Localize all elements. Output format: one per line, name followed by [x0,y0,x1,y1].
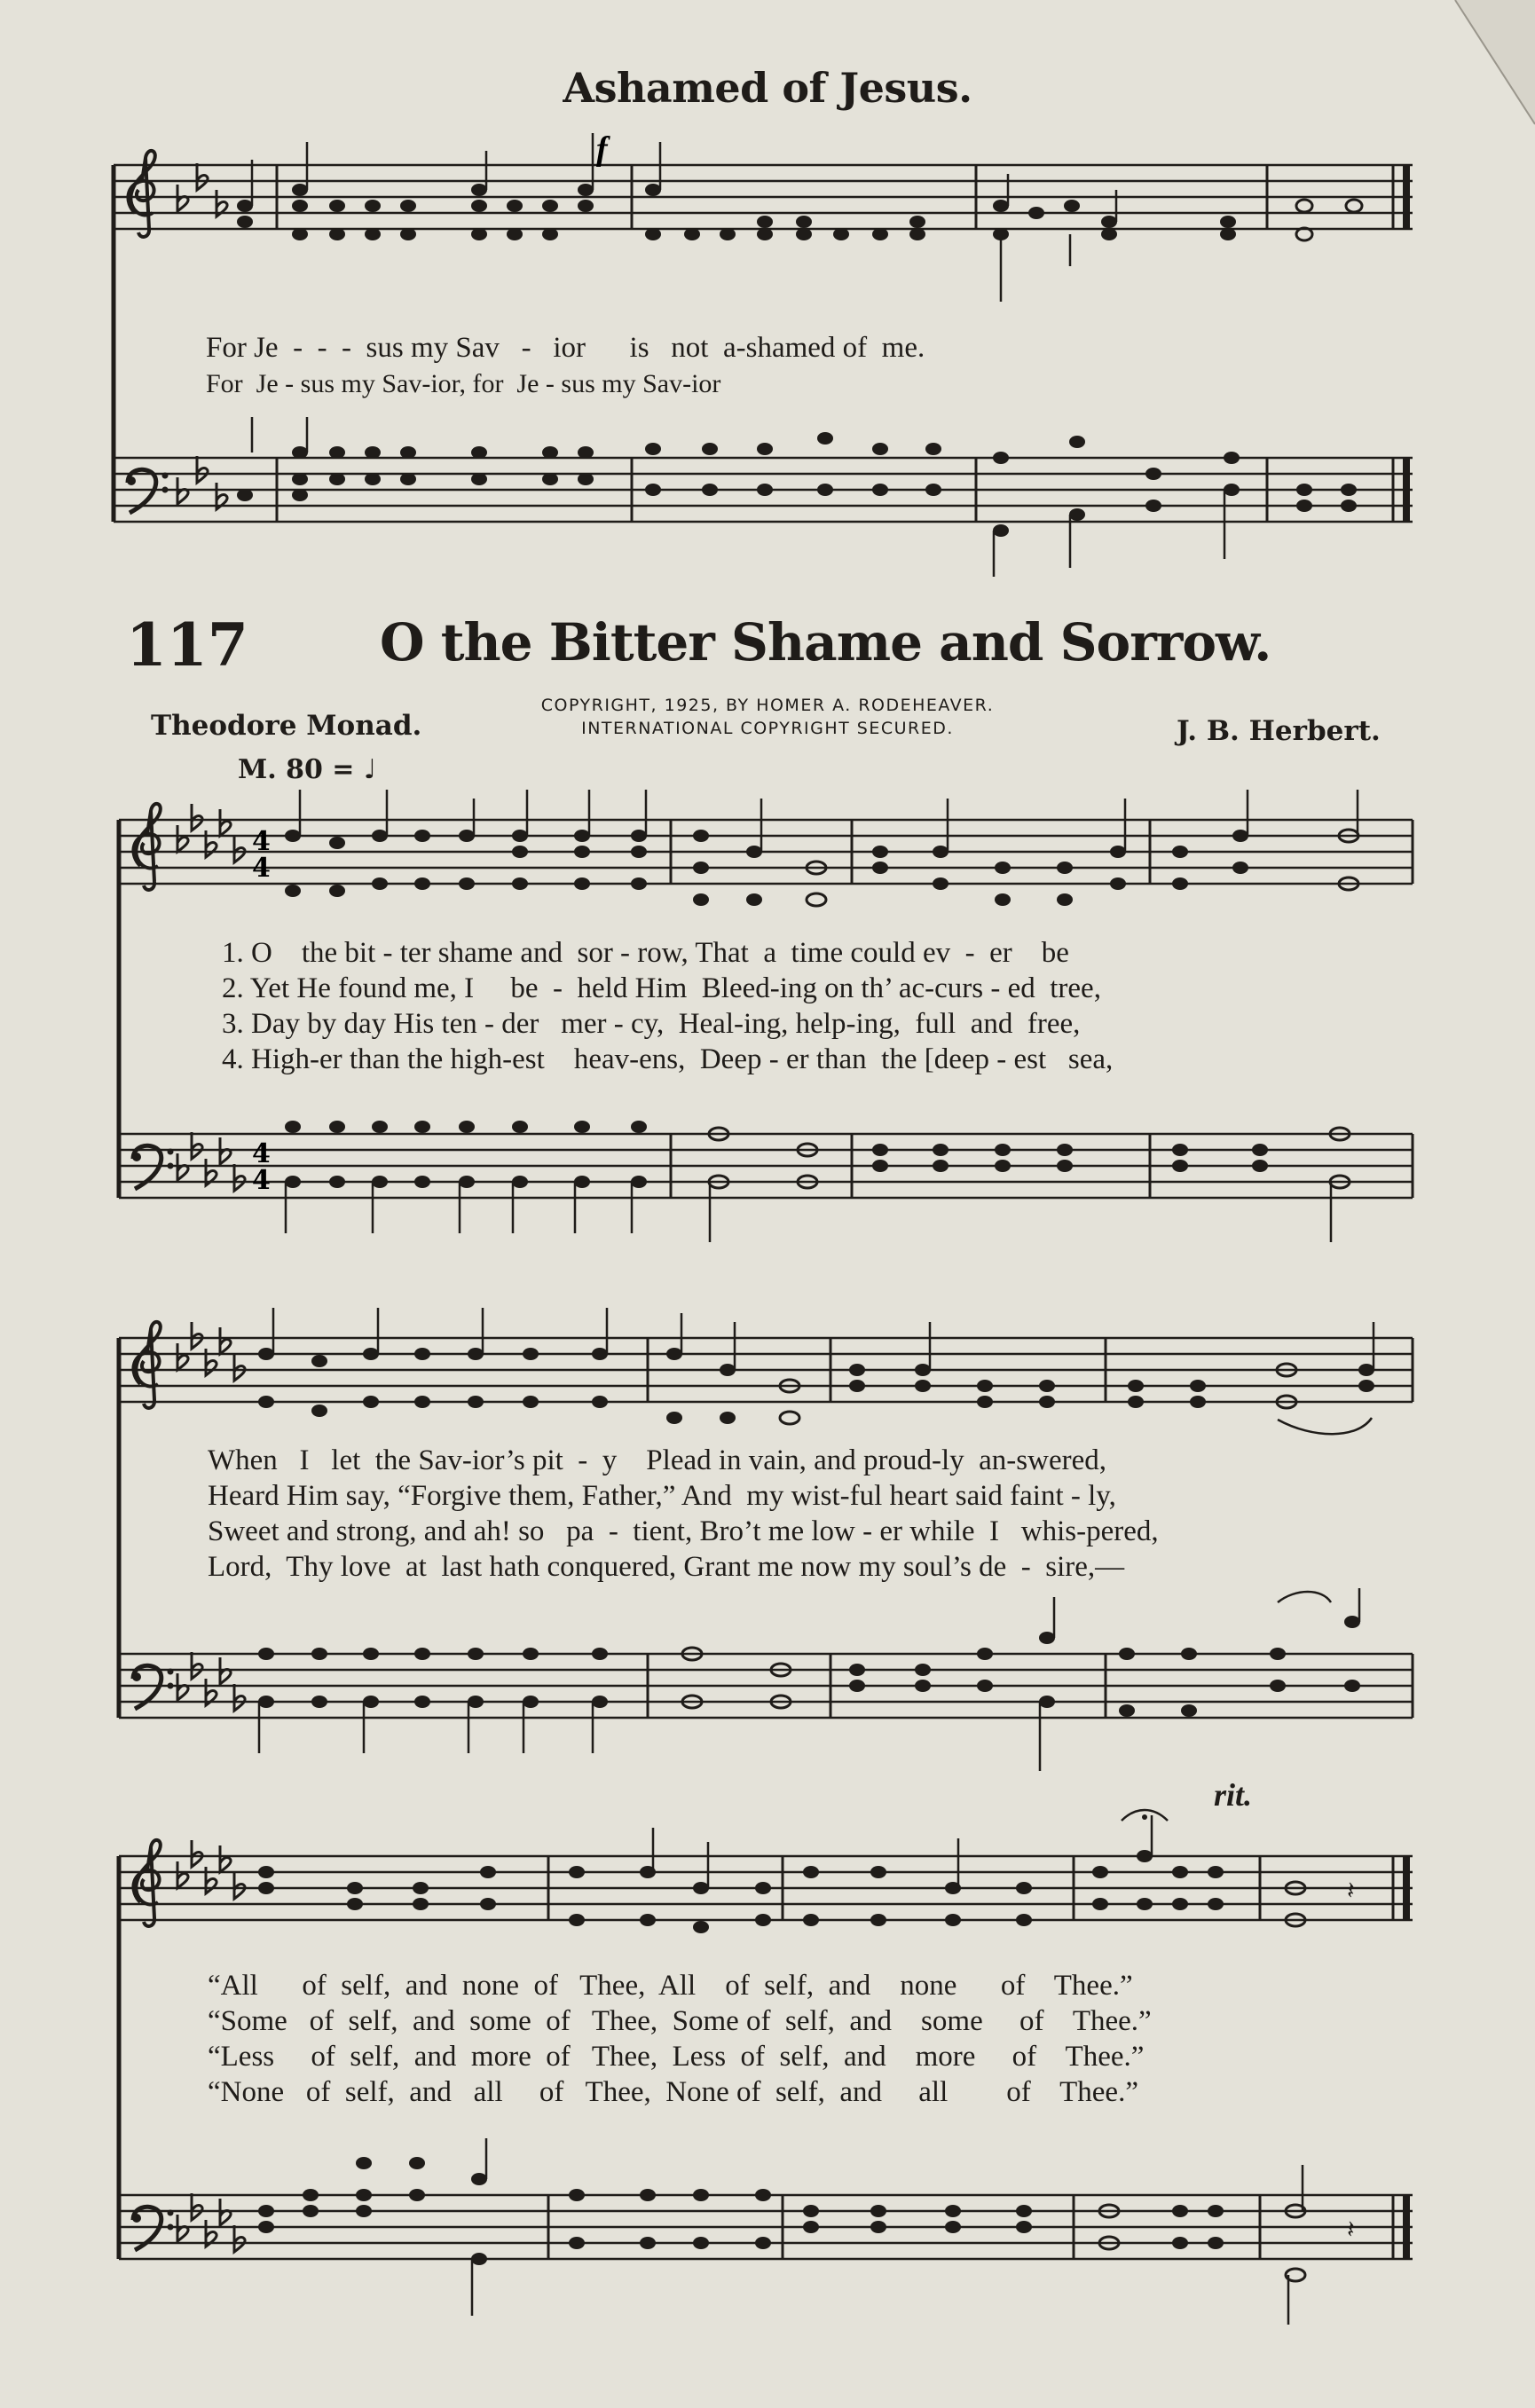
prev-lyric-line-1: For Je - - - sus my Sav - ior is not a-shamed of me. [206,332,925,364]
svg-text:4: 4 [252,853,271,884]
previous-hymn-title: Ashamed of Jesus. [563,64,972,112]
refrain-line: “Less of self, and more of Thee, Less of self, and more of Thee.” [208,2041,1145,2073]
sys1-bass-stems [286,1182,1331,1242]
svg-text:𝄽: 𝄽 [1347,2215,1355,2244]
verse-line: 4. High-er than the high-est heav-ens, Deep - er than the [deep - est sea, [222,1043,1114,1075]
composer-credit: J. B. Herbert. [1177,715,1381,747]
refrain-line: “All of self, and none of Thee, All of self, and none of Thee.” [208,1970,1133,2002]
sys3-bass-staff [119,2195,1413,2259]
sys1-treble-staff [119,820,1413,884]
sys1-bass-notes [285,1121,1350,1188]
sys2-bass-stems [259,1588,1359,1771]
copyright-line-2: INTERNATIONAL COPYRIGHT SECURED. [581,719,954,738]
author-credit: Theodore Monad. [151,710,422,742]
sys2-tie [1278,1418,1372,1434]
sys2-tie-bass [1278,1592,1331,1602]
ritardando-mark: rit. [1214,1777,1253,1813]
sys2-treble-staff [119,1338,1413,1402]
dynamic-forte: f [596,130,608,168]
verse-line: 2. Yet He found me, I be - held Him Bleed-ing on th’ ac-curs - ed tree, [222,972,1101,1004]
svg-text:4: 4 [252,1165,271,1196]
svg-text:4: 4 [252,826,271,857]
verse-line: When I let the Sav-ior’s pit - y Plead in vain, and proud-ly an-swered, [208,1444,1106,1476]
verse-line: 1. O the bit - ter shame and sor - row, That a time could ev - er be [222,937,1069,969]
svg-text:4: 4 [252,1138,271,1169]
verse-line: Heard Him say, “Forgive them, Father,” And my wist-ful heart said faint - ly, [208,1480,1116,1512]
fermata-dot [1142,1814,1147,1820]
sys3-bass-stems [472,2138,1303,2325]
refrain-line: “Some of self, and some of Thee, Some of self, and some of Thee.” [208,2005,1152,2037]
sys3-rests [1347,1876,1355,2244]
refrain-line: “None of self, and all of Thee, None of self, and all of Thee.” [208,2076,1138,2108]
sys1-bass-staff [119,1134,1413,1198]
hymn-title: O the Bitter Shame and Sorrow. [380,612,1271,673]
prev-lyric-line-2: For Je - sus my Sav-ior, for Je - sus my Sav-ior [206,369,721,398]
verse-line: 3. Day by day His ten - der mer - cy, Heal-ing, help-ing, full and free, [222,1008,1081,1040]
hymn-number: 117 [126,610,248,680]
copyright-line-1: COPYRIGHT, 1925, BY HOMER A. RODEHEAVER. [540,696,995,715]
verse-line: Sweet and strong, and ah! so pa - tient, Bro’t me low - er while I whis-pered, [208,1515,1159,1547]
metronome-mark: M. 80 = ♩ [238,754,377,785]
sys3-treble-stems [653,1815,1152,1888]
sys2-bass-staff [119,1654,1413,1718]
verse-line: Lord, Thy love at last hath conquered, Grant me now my soul’s de - sire,— [208,1551,1125,1583]
svg-text:𝄽: 𝄽 [1347,1876,1355,1905]
prev-treble-stems [252,133,1116,302]
